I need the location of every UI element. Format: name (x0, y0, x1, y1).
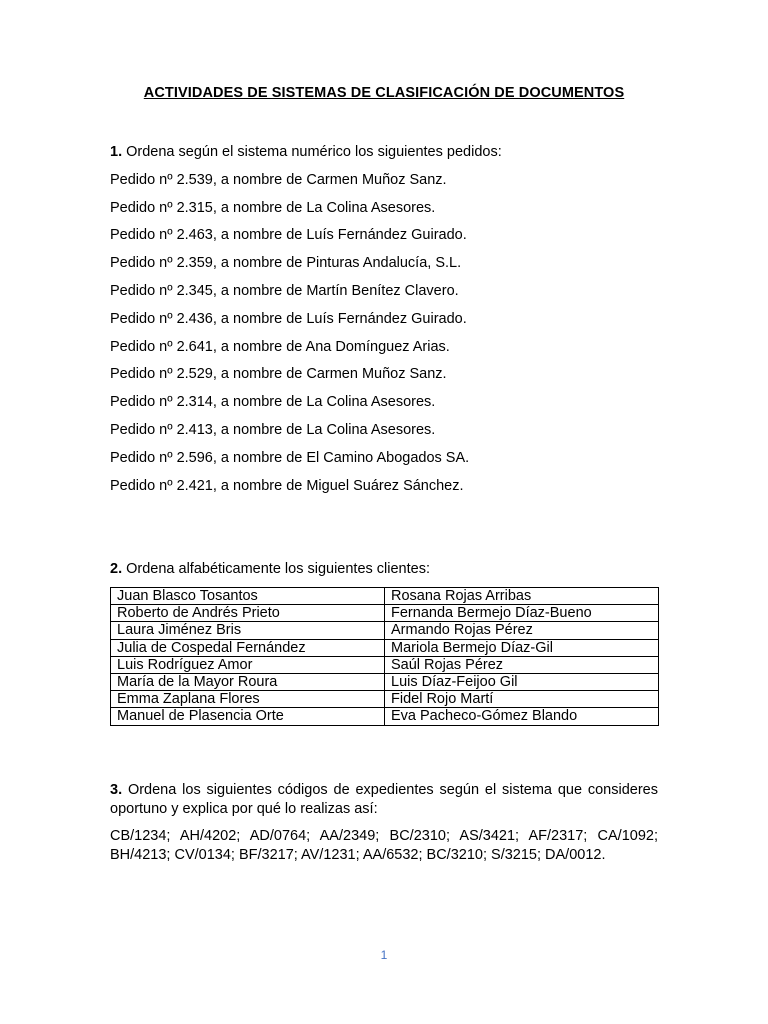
order-line: Pedido nº 2.436, a nombre de Luís Fernández Guirado. (110, 310, 467, 327)
client-cell: Mariola Bermejo Díaz-Gil (385, 639, 659, 656)
table-row (111, 656, 659, 673)
client-cell: Luis Díaz-Feijoo Gil (385, 674, 659, 691)
section-2-number: 2. (110, 561, 123, 577)
client-cell: Saúl Rojas Pérez (385, 656, 659, 673)
client-cell: Roberto de Andrés Prieto (111, 605, 385, 622)
table-row (111, 639, 659, 656)
section-2-heading (110, 560, 658, 578)
order-line: Pedido nº 2.539, a nombre de Carmen Muñoz Sanz. (110, 171, 447, 188)
order-line: Pedido nº 2.345, a nombre de Martín Benítez Clavero. (110, 282, 459, 299)
table-row (111, 622, 659, 639)
table-row (111, 674, 659, 691)
order-line: Pedido nº 2.463, a nombre de Luís Fernández Guirado. (110, 227, 467, 244)
client-cell: Fernanda Bermejo Díaz-Bueno (385, 605, 659, 622)
order-line: Pedido nº 2.315, a nombre de La Colina Asesores. (110, 199, 436, 216)
order-line: Pedido nº 2.529, a nombre de Carmen Muñoz Sanz. (110, 366, 447, 383)
order-line: Pedido nº 2.359, a nombre de Pinturas Andalucía, S.L. (110, 255, 462, 272)
client-cell: María de la Mayor Roura (111, 674, 385, 691)
client-cell: Julia de Cospedal Fernández (111, 639, 385, 656)
client-cell: Luis Rodríguez Amor (111, 656, 385, 673)
client-cell: Laura Jiménez Bris (111, 622, 385, 639)
section-2-instruction: Ordena alfabéticamente los siguientes clientes: (122, 561, 430, 577)
section-3-instruction: Ordena los siguientes códigos de expedientes según el sistema que consideres oportuno y explica por qué lo realizas así: (110, 782, 658, 817)
table-row (111, 605, 659, 622)
section-3 (110, 781, 658, 865)
section-2 (110, 560, 658, 726)
client-cell: Eva Pacheco-Gómez Blando (385, 708, 659, 725)
order-line: Pedido nº 2.314, a nombre de La Colina Asesores. (110, 394, 436, 411)
client-cell: Emma Zaplana Flores (111, 691, 385, 708)
section-1-number: 1. (110, 144, 123, 160)
page-number: 1 (380, 948, 388, 962)
client-cell: Rosana Rojas Arribas (385, 588, 659, 605)
section-3-heading (110, 781, 658, 819)
section-1-heading (110, 143, 658, 171)
section-1 (110, 143, 658, 504)
order-line: Pedido nº 2.413, a nombre de La Colina Asesores. (110, 421, 436, 438)
client-cell: Juan Blasco Tosantos (111, 588, 385, 605)
clients-table (110, 587, 659, 726)
client-cell: Manuel de Plasencia Orte (111, 708, 385, 725)
client-cell: Armando Rojas Pérez (385, 622, 659, 639)
table-row (111, 708, 659, 725)
table-row (111, 691, 659, 708)
file-codes: CB/1234; AH/4202; AD/0764; AA/2349; BC/2310; AS/3421; AF/2317; CA/1092; BH/4213; CV/0134; BF/3217; AV/1231; AA/6532; BC/3210; S/3215; DA/0012. (110, 828, 658, 863)
order-line: Pedido nº 2.641, a nombre de Ana Domínguez Arias. (110, 338, 450, 355)
table-row (111, 588, 659, 605)
section-3-number: 3. (110, 782, 123, 798)
document-title: ACTIVIDADES DE SISTEMAS DE CLASIFICACIÓN DE DOCUMENTOS (143, 85, 625, 101)
order-line: Pedido nº 2.421, a nombre de Miguel Suárez Sánchez. (110, 477, 464, 494)
order-line: Pedido nº 2.596, a nombre de El Camino Abogados SA. (110, 449, 470, 466)
section-1-instruction: Ordena según el sistema numérico los siguientes pedidos: (122, 144, 502, 160)
client-cell: Fidel Rojo Martí (385, 691, 659, 708)
